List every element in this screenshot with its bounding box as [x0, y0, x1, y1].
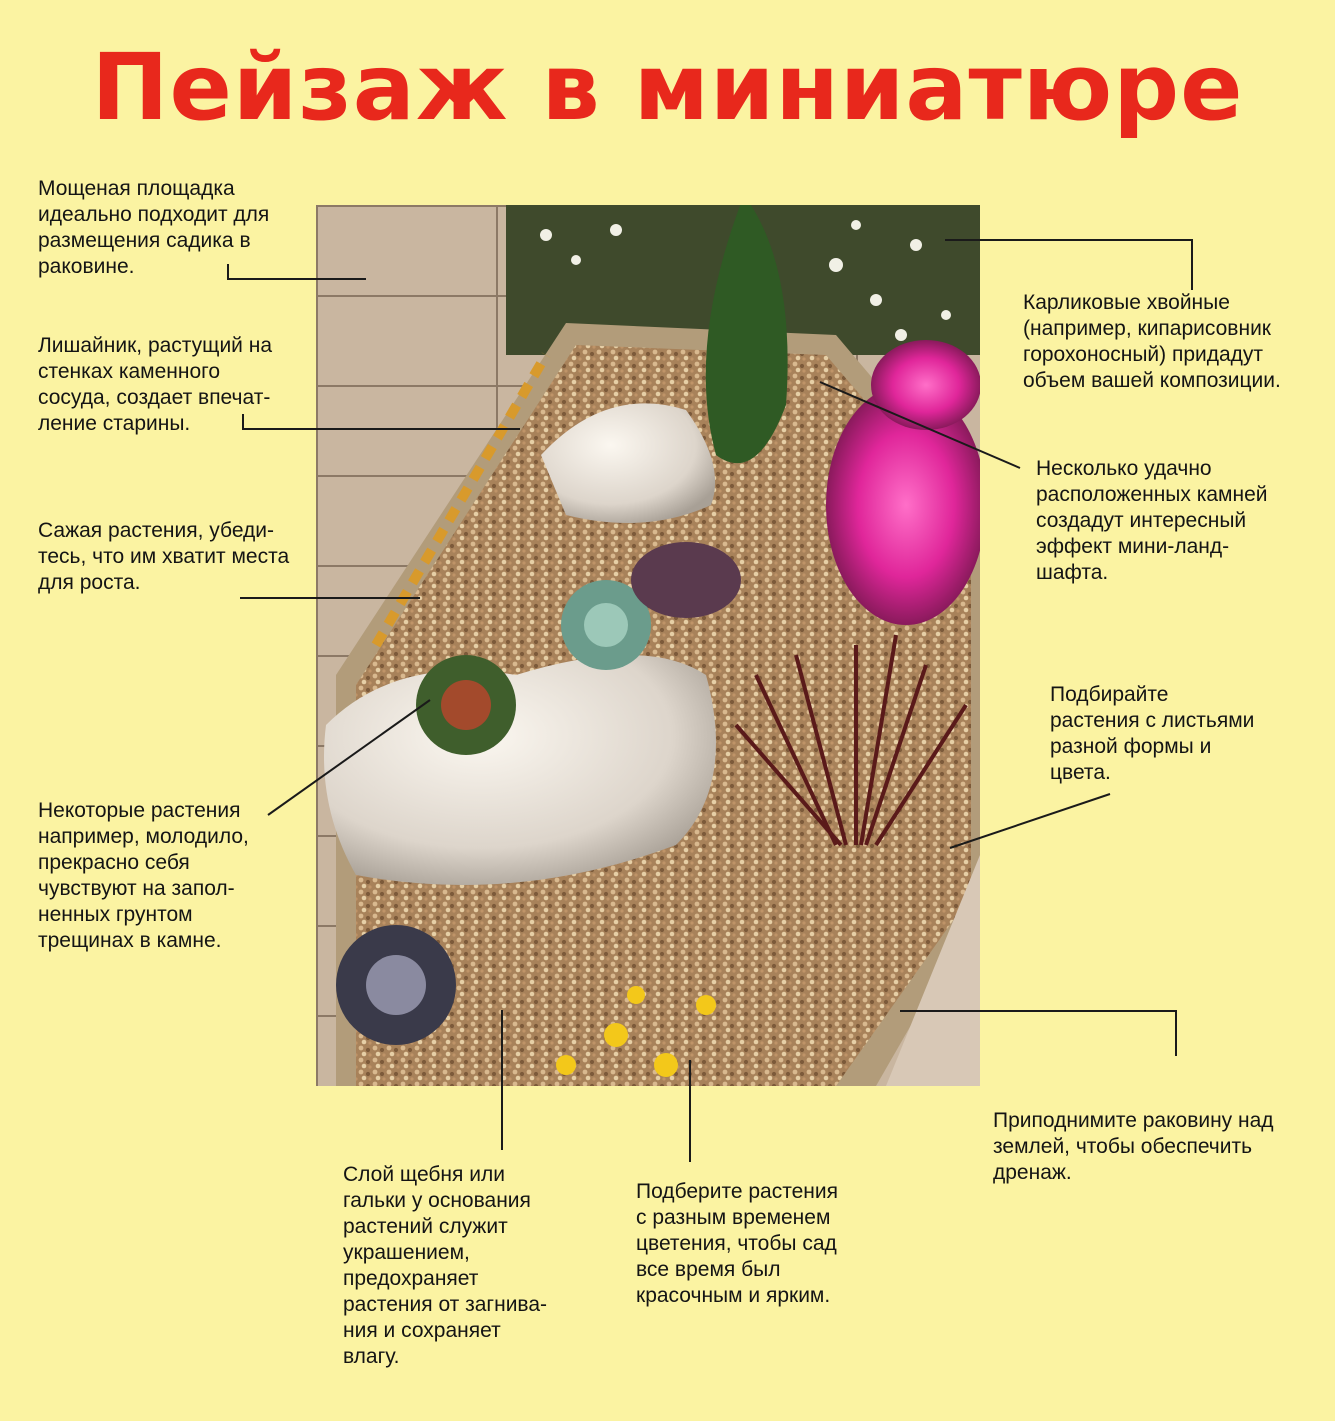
- callout-bloom: Подберите растения с разным временем цветения, чтобы сад все время был красочным и ярким.: [636, 1180, 838, 1307]
- callout-conifers: Карликовые хвойные (например, кипарисовник горохоносный) придадут объем вашей композиции.: [1023, 291, 1281, 392]
- garden-photo: [316, 205, 980, 1086]
- page-title: Пейзаж в миниатюре: [91, 34, 1244, 141]
- callout-stones: Несколько удачно расположенных камней создадут интересный эффект мини-ланд- шафта.: [1036, 457, 1268, 584]
- callout-lichen: Лишайник, растущий на стенках каменного сосуда, создает впечат- ление старины.: [38, 334, 273, 435]
- callout-spacing: Сажая растения, убеди- тесь, что им хватит места для роста.: [38, 519, 290, 594]
- callout-leaves: Подбирайте растения с листьями разной формы и цвета.: [1050, 683, 1255, 784]
- callout-gravel: Слой щебня или гальки у основания растений служит украшением, предохраняет растения от загнива- ния и сохраняет влагу.: [343, 1163, 548, 1368]
- callout-houseleek: Некоторые растения например, молодило, прекрасно себя чувствуют на запол- ненных грунтом трещинах в камне.: [38, 799, 249, 952]
- callout-paving: Мощеная площадка идеально подходит для размещения садика в раковине.: [38, 177, 270, 278]
- callout-drainage: Приподнимите раковину над землей, чтобы обеспечить дренаж.: [993, 1109, 1274, 1184]
